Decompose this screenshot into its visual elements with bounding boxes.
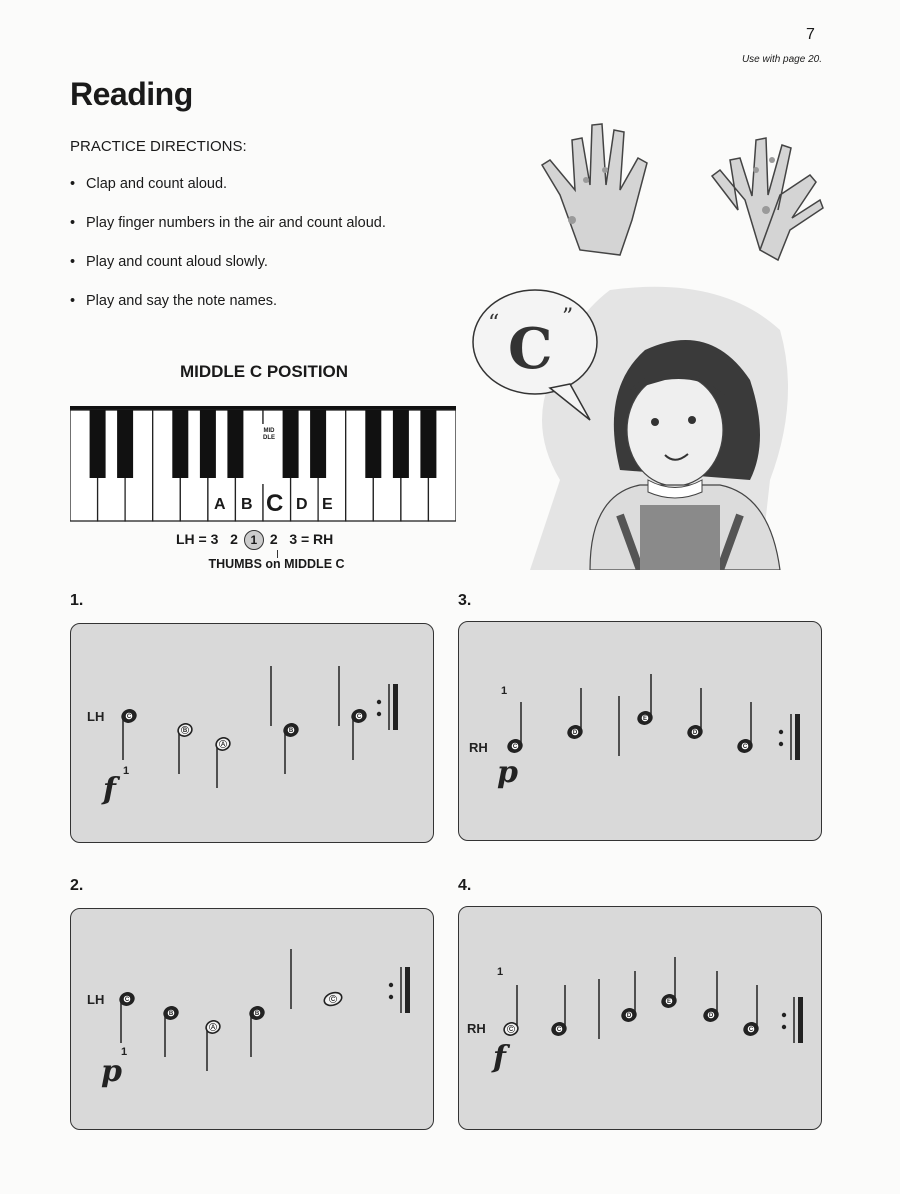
exercise-1-notation — [71, 624, 433, 842]
black-key — [365, 410, 381, 478]
hand-label: LH — [87, 992, 105, 1007]
girl-illustration — [470, 280, 800, 570]
finger-number: 1 — [497, 966, 504, 978]
middle-c-marker: MIDDLE — [263, 428, 275, 441]
lh-fingering: LH = 3 2 — [176, 531, 238, 547]
note-name: B — [254, 1011, 260, 1018]
repeat-dot — [779, 730, 783, 734]
final-barline-thick — [405, 967, 410, 1013]
note-name: B — [182, 728, 188, 735]
dynamic-marking: p — [101, 1054, 122, 1089]
note-name: C — [512, 744, 518, 751]
exercise-1-box — [70, 623, 434, 843]
finger-number: 1 — [121, 1046, 128, 1058]
key-label-b: B — [241, 496, 253, 513]
note-name: C — [748, 1027, 754, 1034]
repeat-dot — [389, 983, 393, 987]
note-name: E — [642, 716, 648, 723]
exercise-1-number: 1. — [70, 592, 84, 609]
key-label-middle-c: C — [266, 490, 284, 517]
page-number: 7 — [806, 26, 815, 43]
direction-item: • Play finger numbers in the air and count aloud. — [70, 215, 386, 254]
practice-directions-label: PRACTICE DIRECTIONS: — [70, 138, 247, 155]
finger-number: 1 — [501, 685, 508, 697]
repeat-dot — [779, 742, 783, 746]
note-name: C — [126, 714, 132, 721]
black-key — [172, 410, 188, 478]
repeat-dot — [782, 1025, 786, 1029]
hands-illustration — [520, 100, 830, 270]
black-key — [283, 410, 299, 478]
direction-item: • Play and count aloud slowly. — [70, 254, 386, 293]
keyboard-title: MIDDLE C POSITION — [179, 362, 349, 381]
note-name: E — [666, 999, 672, 1006]
repeat-dot — [377, 700, 381, 704]
note-name: C — [556, 1027, 562, 1034]
svg-text:”: ” — [562, 305, 574, 330]
repeat-dot — [782, 1013, 786, 1017]
speech-bubble-letter: C — [508, 316, 553, 382]
key-labels — [212, 490, 342, 520]
exercise-4-notation — [459, 907, 821, 1129]
svg-text:“: “ — [488, 311, 500, 336]
black-key — [90, 410, 106, 478]
black-key — [200, 410, 216, 478]
note-name: C — [124, 997, 130, 1004]
hand-label: LH — [87, 709, 105, 724]
dynamic-marking: p — [497, 755, 518, 790]
exercise-4-box — [458, 906, 822, 1130]
use-with-reference: Use with page 20. — [741, 54, 822, 65]
exercise-2-box — [70, 908, 434, 1130]
hand-label: RH — [467, 1021, 486, 1036]
note-name: C — [742, 744, 748, 751]
thumb-finger-number: 1 — [244, 530, 264, 550]
black-key — [420, 410, 436, 478]
black-key — [117, 410, 133, 478]
exercise-4-number: 4. — [458, 877, 472, 894]
note-name: C — [356, 714, 362, 721]
exercise-2-notation — [71, 909, 433, 1129]
note-name: D — [626, 1013, 632, 1020]
exercise-3-notation — [459, 622, 821, 840]
note-name: C — [330, 997, 336, 1004]
page-title: Reading — [70, 76, 193, 112]
note-name: B — [288, 728, 294, 735]
direction-item: • Clap and count aloud. — [70, 176, 386, 215]
exercise-3-number: 3. — [458, 592, 472, 609]
direction-item: • Play and say the note names. — [70, 293, 386, 332]
finger-number: 1 — [123, 765, 130, 777]
dynamic-marking: f — [493, 1040, 506, 1075]
hand-label: RH — [469, 740, 488, 755]
exercise-2-number: 2. — [70, 877, 84, 894]
key-label-e: E — [322, 496, 333, 513]
note-name: D — [572, 730, 578, 737]
final-barline-thick — [795, 714, 800, 760]
rh-fingering: 2 3 = RH — [269, 531, 334, 547]
key-label-d: D — [296, 496, 308, 513]
final-barline-thick — [393, 684, 398, 730]
repeat-dot — [377, 712, 381, 716]
practice-directions-list — [70, 176, 386, 332]
black-key — [310, 410, 326, 478]
repeat-dot — [389, 995, 393, 999]
black-key — [393, 410, 409, 478]
note-name: A — [220, 742, 226, 749]
note-name: D — [708, 1013, 714, 1020]
thumbs-on-middle-c-label: THUMBS on MIDDLE C — [208, 557, 345, 571]
fingering-row — [176, 530, 333, 550]
note-name: C — [508, 1027, 514, 1034]
final-barline-thick — [798, 997, 803, 1043]
dynamic-marking: f — [103, 772, 116, 807]
exercise-3-box — [458, 621, 822, 841]
key-label-a: A — [214, 496, 226, 513]
note-name: B — [168, 1011, 174, 1018]
note-name: D — [692, 730, 698, 737]
note-name: A — [210, 1025, 216, 1032]
black-key — [227, 410, 243, 478]
